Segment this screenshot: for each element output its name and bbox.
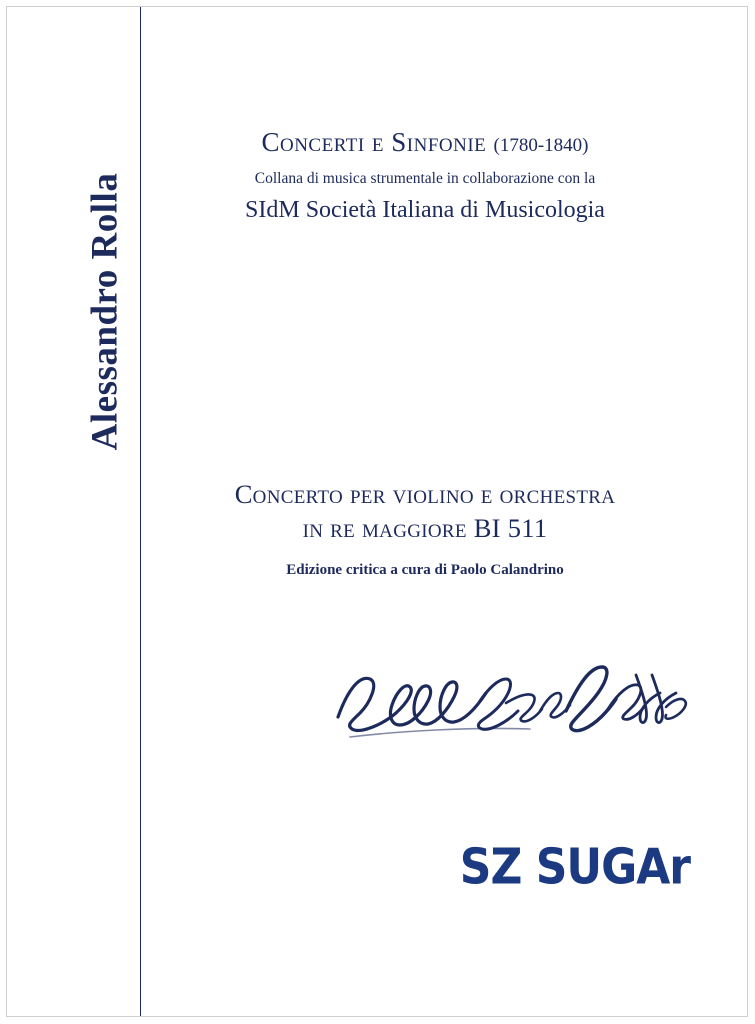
signature-icon (330, 645, 690, 755)
series-title-text: Concerti e Sinfonie (261, 127, 487, 157)
work-editor-credit: Edizione critica a cura di Paolo Calandrino (286, 561, 564, 578)
series-title (150, 128, 700, 158)
series-subtitle-line1: Collana di musica strumentale in collaborazione con la (254, 169, 596, 187)
spine-divider-rule (140, 7, 141, 1016)
publisher-logo (430, 838, 690, 896)
author-name-vertical: Alessandro Rolla (84, 172, 126, 451)
work-title-line1: Concerto per violino e orchestra (234, 479, 616, 509)
cover-content (150, 0, 748, 1024)
series-subtitle-line2: SIdM Società Italiana di Musicologia (245, 196, 605, 223)
publisher-logo-text: SZ SUGAr (459, 838, 690, 896)
work-title (150, 478, 700, 546)
series-block (150, 128, 700, 224)
series-title-years: (1780-1840) (493, 135, 589, 156)
work-title-line2: in re maggiore BI 511 (302, 512, 548, 543)
work-block (150, 478, 700, 579)
